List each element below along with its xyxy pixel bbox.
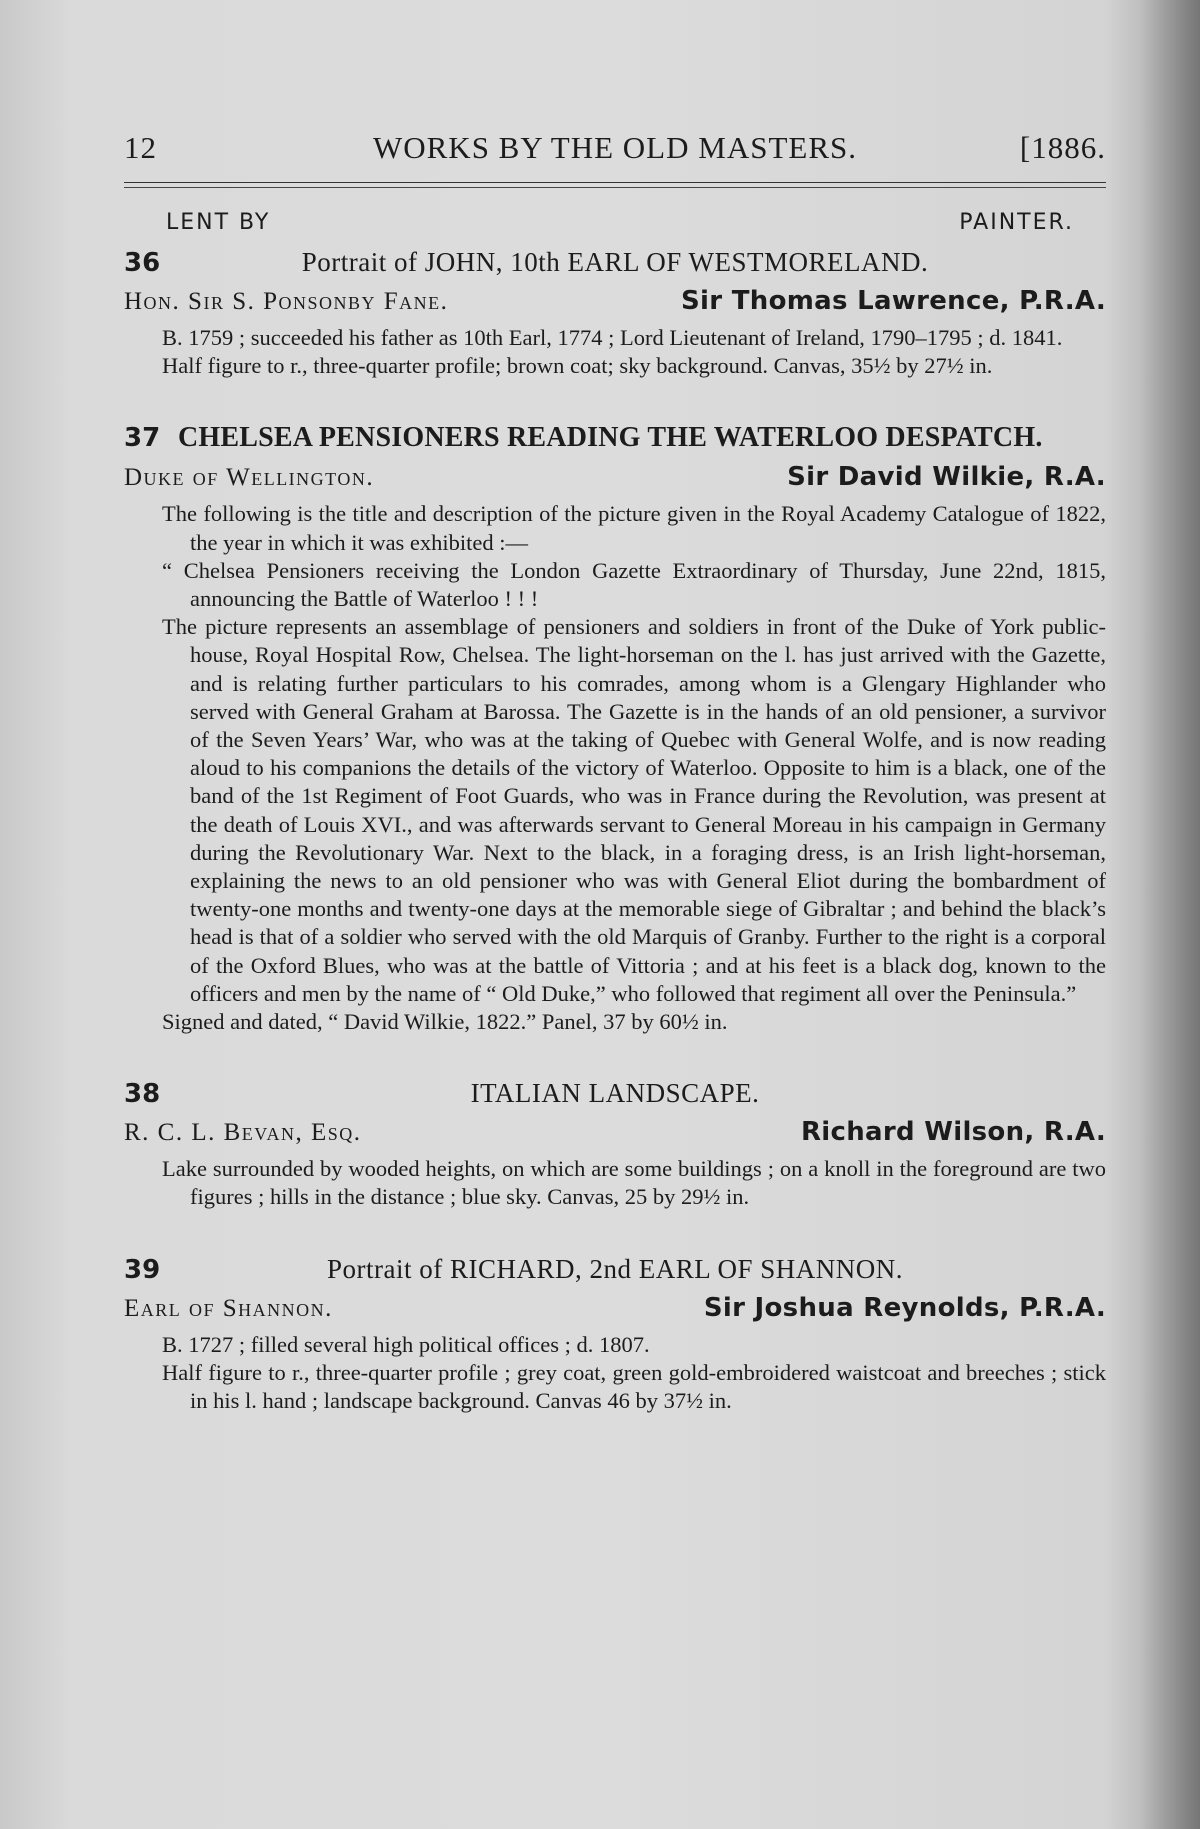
catalogue-entry-39 (124, 1254, 1106, 1416)
entry-description (124, 1155, 1106, 1211)
lender: Earl of Shannon. (124, 1294, 333, 1322)
lent-by-heading: LENT BY (166, 210, 271, 235)
running-title: WORKS BY THE OLD MASTERS. (372, 130, 857, 165)
description-paragraph: The following is the title and description of the picture given in the Royal Academy Catalogue of 1822, the year in which it was exhibited :— (162, 501, 1106, 555)
entry-title: Portrait of JOHN, 10th EARL OF WESTMORELAND. (301, 247, 929, 277)
page-content (124, 130, 1106, 1415)
description-paragraph: Half figure to r., three-quarter profile; brown coat; sky background. Canvas, 35½ by 27½ in. (162, 353, 993, 379)
entry-number: 36 (124, 248, 161, 278)
entry-heading (124, 247, 1106, 278)
running-year: [1886. (1019, 130, 1106, 165)
painter: Sir David Wilkie, R.A. (787, 462, 1106, 493)
description-paragraph: “ Chelsea Pensioners receiving the London Gazette Extraordinary of Thursday, June 22nd, 1815, announcing the Battle of Waterloo ! ! ! (162, 557, 1106, 612)
catalogue-entry-37 (124, 422, 1106, 1036)
column-headings (124, 210, 1106, 235)
entry-description (124, 324, 1106, 380)
entry-description (124, 500, 1106, 1036)
painter: Richard Wilson, R.A. (800, 1117, 1106, 1148)
catalogue-entry-36 (124, 247, 1106, 380)
lender-row (124, 462, 1106, 492)
header-rule (124, 182, 1106, 183)
lender: R. C. L. Bevan, Esq. (124, 1119, 362, 1147)
lender-row (124, 1117, 1106, 1147)
entry-heading (124, 422, 1106, 454)
entry-title: CHELSEA PENSIONERS READING THE WATERLOO DESPATCH. (178, 422, 1043, 454)
entry-title: Portrait of RICHARD, 2nd EARL OF SHANNON. (326, 1253, 903, 1284)
description-paragraph: B. 1727 ; filled several high political offices ; d. 1807. (162, 1331, 650, 1357)
page-number: 12 (124, 130, 157, 165)
entry-number: 37 (124, 423, 161, 454)
description-paragraph: Signed and dated, “ David Wilkie, 1822.” Panel, 37 by 60½ in. (162, 1009, 728, 1035)
lender-row (124, 286, 1106, 316)
entry-heading (124, 1254, 1106, 1285)
entry-title: ITALIAN LANDSCAPE. (470, 1078, 760, 1109)
entry-number: 38 (124, 1079, 161, 1110)
running-head (124, 130, 1106, 166)
lender: Duke of Wellington. (124, 464, 375, 492)
painter: Sir Joshua Reynolds, P.R.A. (703, 1292, 1106, 1323)
page-edge-shadow (1140, 0, 1200, 1829)
entry-heading (124, 1078, 1106, 1109)
description-paragraph: B. 1759 ; succeeded his father as 10th Earl, 1774 ; Lord Lieutenant of Ireland, 1790–1795 ; d. 1841. (162, 325, 1063, 350)
lender-row (124, 1293, 1106, 1323)
painter-heading: PAINTER. (959, 210, 1074, 235)
catalogue-entry-38 (124, 1078, 1106, 1211)
entry-number: 39 (124, 1254, 161, 1285)
description-paragraph: Lake surrounded by wooded heights, on which are some buildings ; on a knoll in the foreground are two figures ; hills in the distance ; blue sky. Canvas, 25 by 29½ in. (162, 1156, 1106, 1210)
description-paragraph: Half figure to r., three-quarter profile ; grey coat, green gold-embroidered waistcoat and breeches ; stick in his l. hand ; landscape background. Canvas 46 by 37½ in. (162, 1359, 1106, 1414)
description-paragraph: The picture represents an assemblage of pensioners and soldiers in front of the Duke of York public-house, Royal Hospital Row, Chelsea. The light-horseman on the l. has just arrived with the Gazette, and is relating further particulars to his comrades, among whom is a Glengary Highlander who served with General Graham at Barossa. The Gazette is in the hands of an old pensioner, a survivor of the Seven Years’ War, who was at the taking of Quebec with General Wolfe, and is now reading aloud to his companions the details of the victory of Waterloo. Opposite to him is a black, one of the band of the 1st Regiment of Foot Guards, who was in France during the Revolution, was present at the death of Louis XVI., and was afterwards servant to General Moreau in his campaign in Germany during the Revolutionary War. Next to the black, in a foraging dress, is an Irish light-horseman, explaining the news to an old pensioner who was with General Eliot during the bombardment of twenty-one months and twenty-one days at the memorable siege of Gibraltar ; and behind the black’s head is that of a soldier who served with the old Marquis of Granby. Further to the right is a corporal of the Oxford Blues, who was at the battle of Vittoria ; and at his feet is a black dog, known to the officers and men by the name of “ Old Duke,” who followed that regiment all over the Peninsula.” (162, 614, 1106, 1006)
header-rule-thin (124, 187, 1106, 188)
lender: Hon. Sir S. Ponsonby Fane. (124, 288, 449, 315)
painter: Sir Thomas Lawrence, P.R.A. (681, 286, 1106, 316)
entry-description (124, 1331, 1106, 1416)
